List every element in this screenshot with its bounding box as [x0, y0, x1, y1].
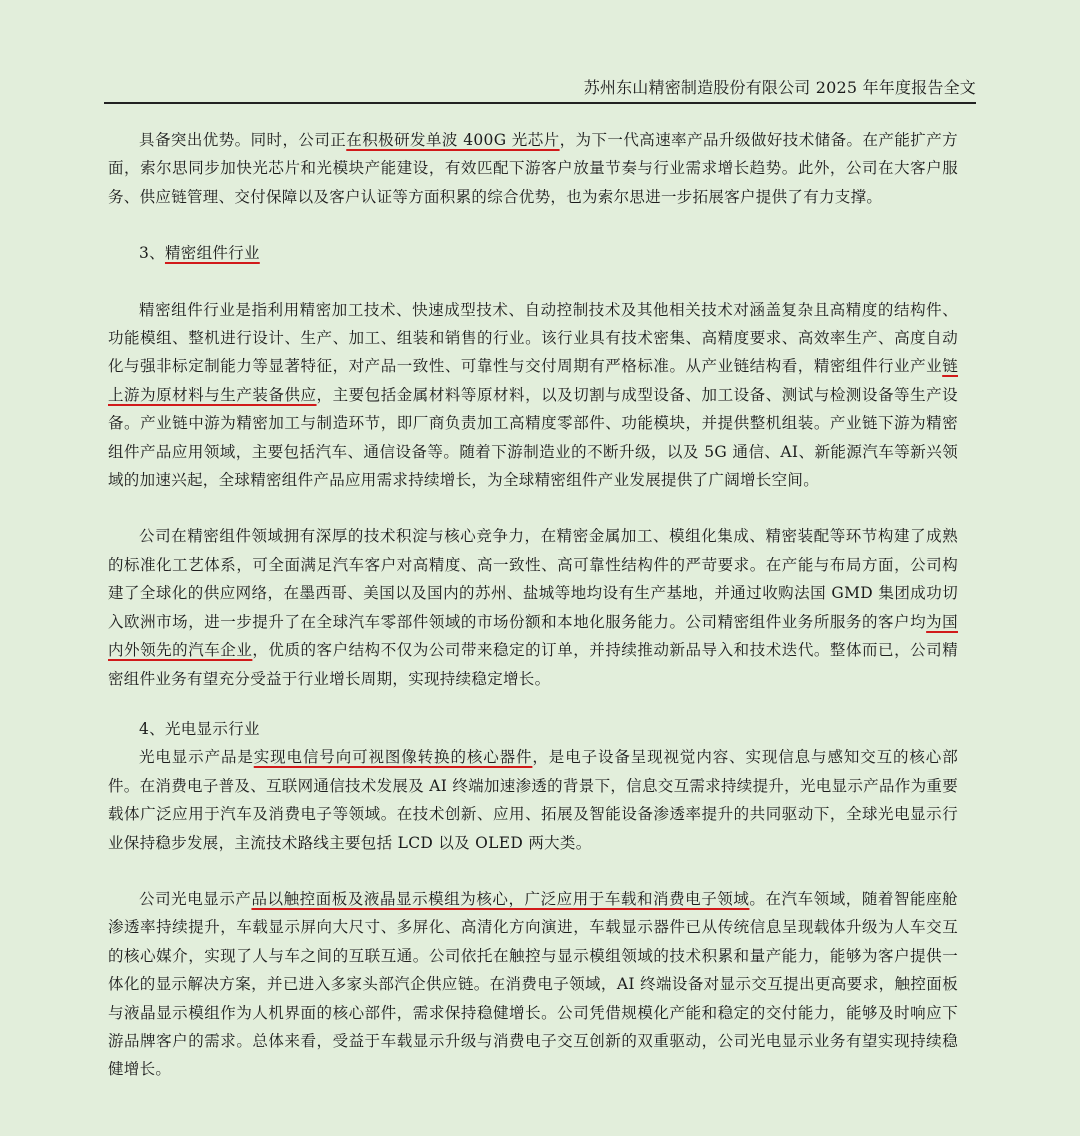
- heading-number: 3、: [139, 244, 165, 263]
- paragraph-display-company: [108, 885, 958, 1084]
- paragraph-text: 公司在精密组件领域拥有深厚的技术积淀与核心竞争力，在精密金属加工、模组化集成、精密装配等环节构建了成熟的标准化工艺体系，可全面满足汽车客户对高精度、高一致性、高可靠性结构件的严苛要求。在产能与布局方面，公司构建了全球化的供应网络，在墨西哥、美国以及国内的苏州、盐城等地均设有生产基地，并通过收购法国 GMD 集团成功切入欧洲市场，进一步提升了在全球汽车零部件领域的市场份额和本地化服务能力。公司精密组件业务所服务的客户均: [108, 527, 958, 631]
- paragraph-text: 光电显示产品是: [139, 748, 254, 767]
- highlighted-text: 在积极研发单波 400G 光芯片: [346, 131, 560, 149]
- highlighted-text: 为国内外领先的汽车企业: [108, 612, 958, 660]
- report-body: [108, 126, 958, 1084]
- paragraph-precision-industry: [108, 296, 958, 495]
- paragraph-text: 公司光电显示产: [139, 889, 252, 908]
- paragraph-display-industry: [108, 743, 958, 857]
- paragraph-text: ，优质的客户结构不仅为公司带来稳定的订单，并持续推动新品导入和技术迭代。整体而已，公司精密组件业务有望充分受益于行业增长周期，实现持续稳定增长。: [108, 641, 959, 688]
- report-title: 苏州东山精密制造股份有限公司 2025 年年度报告全文: [583, 78, 976, 97]
- paragraph-text: 具备突出优势。同时，公司正: [139, 131, 347, 149]
- highlighted-text: 品以触控面板及液晶显示模组为核心，广泛应用于车载和消费电子领域: [251, 889, 750, 908]
- section-heading-optoelectronic-display: 4、光电显示行业: [139, 719, 260, 738]
- paragraph-text: ，是电子设备呈现视觉内容、实现信息与感知交互的核心部件。在消费电子普及、互联网通信技术发展及 AI 终端加速渗透的背景下，信息交互需求持续提升，光电显示产品作为重要载体广泛应用于汽车及消费电子等领域。在技术创新、应用、拓展及智能设备渗透率提升的共同驱动下，全球光电显示行业保持稳步发展，主流技术路线主要包括 LCD 以及 OLED 两大类。: [108, 748, 958, 852]
- highlighted-text: 实现电信号向可视图像转换的核心器件: [253, 748, 533, 767]
- section-heading-precision-components: [108, 239, 958, 267]
- paragraph-text: 。在汽车领域，随着智能座舱渗透率持续提升，车载显示屏向大尺寸、多屏化、高清化方向演进，车载显示器件已从传统信息呈现载体升级为人车交互的核心媒介，实现了人与车之间的互联互通。公司依托在触控与显示模组领域的技术积累和量产能力，能够为客户提供一体化的显示解决方案，并已进入多家头部汽企供应链。在消费电子领域，AI 终端设备对显示交互提出更高要求，触控面板与液晶显示模组作为人机界面的核心部件，需求保持稳健增长。公司凭借规模化产能和稳定的交付能力，能够及时响应下游品牌客户的需求。总体来看，受益于车载显示升级与消费电子交互创新的双重驱动，公司光电显示业务有望实现持续稳健增长。: [108, 889, 958, 1079]
- paragraph-precision-company: [108, 522, 958, 692]
- page-header: [104, 76, 976, 104]
- highlighted-text: 链上游为原材料与生产装备供应: [108, 357, 958, 404]
- paragraph-solstice-intro: [108, 126, 958, 211]
- paragraph-text: ，为下一代高速率产品升级做好技术储备。在产能扩产方面，索尔思同步加快光芯片和光模块产能建设，有效匹配下游客户放量节奏与行业需求增长趋势。此外，公司在大客户服务、供应链管理、交付保障以及客户认证等方面积累的综合优势，也为索尔思进一步拓展客户提供了有力支撑。: [108, 131, 958, 206]
- paragraph-text: ，主要包括金属材料等原材料，以及切割与成型设备、加工设备、测试与检测设备等生产设备。产业链中游为精密加工与制造环节，即厂商负责加工高精度零部件、功能模块，并提供整机组装。产业链下游为精密组件产品应用领域，主要包括汽车、通信设备等。随着下游制造业的不断升级，以及 5G 通信、AI、新能源汽车等新兴领域的加速兴起，全球精密组件产品应用需求持续增长，为全球精密组件产业发展提供了广阔增长空间。: [108, 385, 958, 490]
- highlighted-heading-text: 精密组件行业: [164, 244, 260, 263]
- paragraph-text: 精密组件行业是指利用精密加工技术、快速成型技术、自动控制技术及其他相关技术对涵盖复杂且高精度的结构件、功能模组、整机进行设计、生产、加工、组装和销售的行业。该行业具有技术密集、高精度要求、高效率生产、高度自动化与强非标定制能力等显著特征，对产品一致性、可靠性与交付周期有严格标准。从产业链结构看，精密组件行业产业: [108, 300, 958, 376]
